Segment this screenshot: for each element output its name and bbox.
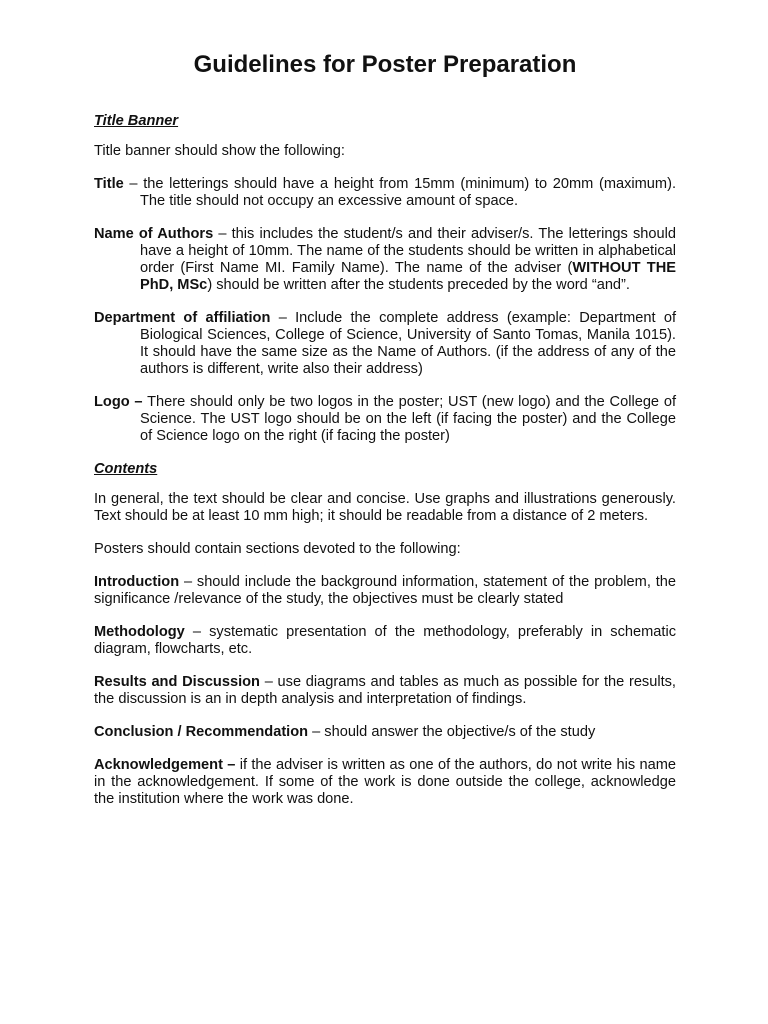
item-text: – the letterings should have a height from 15mm (minimum) to 20mm (maximum). The title should not occupy an excessive amount of space. <box>123 176 676 209</box>
item-department-of-affiliation <box>94 310 676 378</box>
section-term: Methodology <box>94 624 185 640</box>
section-term: Results and Discussion <box>94 674 260 690</box>
section-methodology <box>94 624 676 658</box>
item-bold-text: WITHOUT THE PhD, MSc <box>140 260 676 293</box>
section-results-and-discussion <box>94 674 676 708</box>
section-term: Acknowledgement – <box>94 757 236 773</box>
section-text: – systematic presentation of the methodology, preferably in schematic diagram, flowcharts, etc. <box>94 624 676 657</box>
item-term: Name of Authors <box>94 226 214 242</box>
contents-paragraph-general: In general, the text should be clear and concise. Use graphs and illustrations generously. Text should be at least 10 mm high; it should be readable from a distance of 2 meters. <box>94 491 676 524</box>
section-text: – use diagrams and tables as much as possible for the results, the discussion is an in depth analysis and interpretation of findings. <box>94 674 676 707</box>
section-text: – should include the background information, statement of the problem, the significance /relevance of the study, the objectives must be clearly stated <box>94 574 676 607</box>
item-term: Department of affiliation <box>94 310 271 326</box>
contents-paragraph-sections-intro: Posters should contain sections devoted to the following: <box>94 541 461 557</box>
item-logo <box>94 394 676 445</box>
section-term: Introduction <box>94 574 180 590</box>
item-text: ) should be written after the students preceded by the word “and”. <box>207 277 630 293</box>
item-term: Logo – <box>94 394 143 410</box>
item-text: – this includes the student/s and their adviser/s. The letterings should have a height of 10mm. The name of the students should be written in alphabetical order (First Name MI. Family Name). The name of the adviser ( <box>140 226 676 276</box>
item-title <box>94 176 676 210</box>
item-text: There should only be two logos in the poster; UST (new logo) and the College of Science. The UST logo should be on the left (if facing the poster) and the College of Science logo on the right (if facing the poster) <box>140 394 676 444</box>
item-name-of-authors <box>94 226 676 294</box>
title-banner-intro: Title banner should show the following: <box>94 143 345 159</box>
section-heading-contents: Contents <box>94 461 158 477</box>
section-text: – should answer the objective/s of the study <box>308 724 596 740</box>
item-term: Title <box>94 176 124 192</box>
section-term: Conclusion / Recommendation <box>94 724 309 740</box>
section-text: if the adviser is written as one of the authors, do not write his name in the acknowledgement. If some of the work is done outside the college, acknowledge the institution where the work was done. <box>94 757 676 807</box>
section-conclusion-recommendation <box>94 724 676 741</box>
page-title: Guidelines for Poster Preparation <box>193 51 577 78</box>
item-text: – Include the complete address (example: Department of Biological Sciences, College of Science, University of Santo Tomas, Manila 1015). It should have the same size as the Name of Authors. (if the address of any of the authors is different, write also their address) <box>140 310 677 377</box>
document-page <box>94 50 676 824</box>
section-acknowledgement <box>94 757 676 808</box>
section-heading-title-banner: Title Banner <box>94 113 179 129</box>
section-introduction <box>94 574 676 608</box>
